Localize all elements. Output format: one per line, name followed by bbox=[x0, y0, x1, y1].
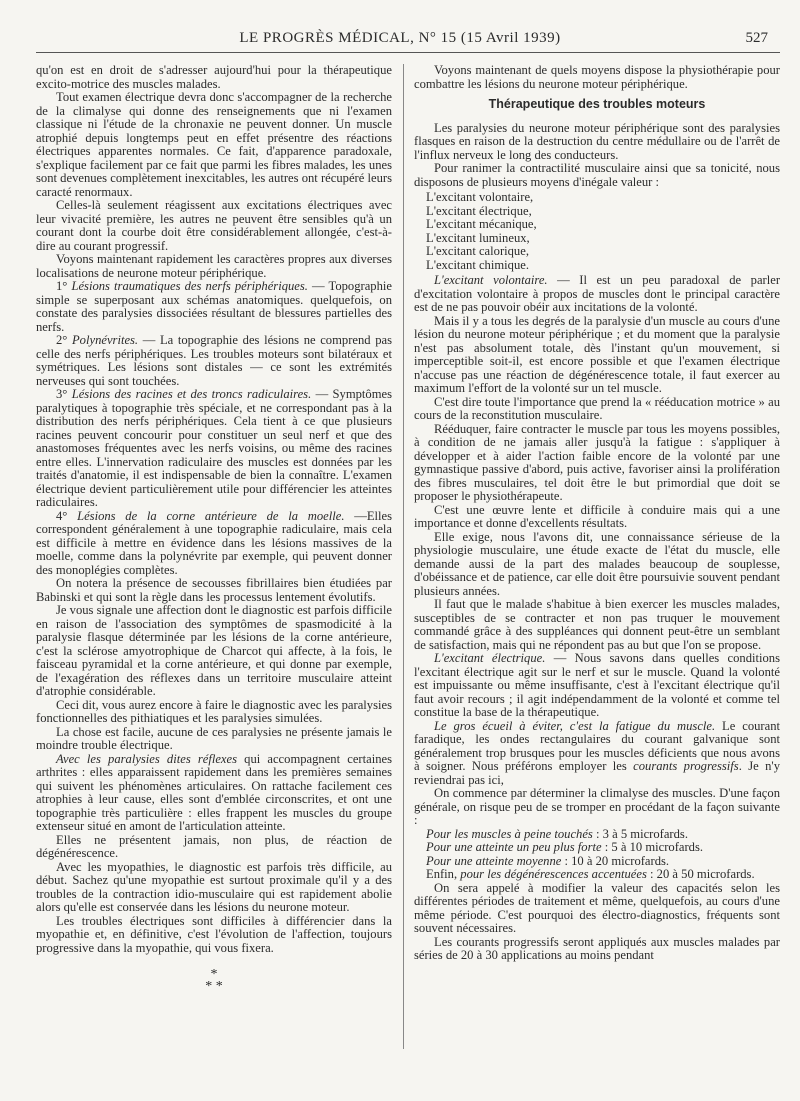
text-run: Voyons maintenant rapidement les caractères propres aux diverses localisations de neurone moteur périphérique. bbox=[36, 252, 392, 280]
text-run: Ceci dit, vous aurez encore à faire le diagnostic avec les paralysies fonctionnelles des pithiatiques et les paralysies simulées. bbox=[36, 697, 392, 725]
text-run: . Je n'y reviendrai pas ici, bbox=[414, 759, 780, 787]
text-run: Il faut que le malade s'habitue à bien exercer les muscles malades, susceptibles de se contracter et non pas truquer le mouvement commandé grâce à des suppléances qui donnent peut-être un semblant de satisfaction, mais qui ne répondent pas au but que l'on se propose. bbox=[414, 597, 780, 652]
list-item: L'excitant chimique. bbox=[426, 257, 529, 272]
text-run: Avec les myopathies, le diagnostic est parfois très difficile, au début. Sachez qu'une myopathie est surtout proximale qu'il y a des troubles de la contraction idio-musculaire qui est rapidement abolie alors qu'elle est conservée dans les lésions du neurone moteur. bbox=[36, 859, 392, 914]
paragraph bbox=[36, 726, 392, 753]
paragraph bbox=[414, 882, 780, 936]
dose-item: Pour les muscles à peine touchés : 3 à 5 microfards. bbox=[426, 826, 688, 841]
text-run: La chose est facile, aucune de ces paralysies ne présente jamais le moindre trouble électrique. bbox=[36, 724, 392, 752]
dose-list bbox=[414, 828, 780, 882]
text-run: Je vous signale une affection dont le diagnostic est parfois difficile en raison de l'association des symptômes de spasmodicité à la paralysie flasque déterminée par les lésions de la corne antérieure, c'est la sclérose amyotrophique de Charcot qui affecte, à la fois, le faisceau pyramidal et la corne antérieure, et qui donne par exemple, de l'exagération des réflexes dans un territoire musculaire atteint d'atrophie considérable. bbox=[36, 603, 392, 698]
paragraph bbox=[36, 861, 392, 915]
italic-run: L'excitant volontaire. bbox=[434, 273, 548, 287]
section-heading: Thérapeutique des troubles moteurs bbox=[488, 97, 706, 111]
list-item: L'excitant calorique, bbox=[426, 244, 529, 258]
paragraph bbox=[36, 280, 392, 334]
paragraph bbox=[36, 604, 392, 699]
dose-item: Enfin, pour les dégénérescences accentuées : 20 à 50 microfards. bbox=[426, 867, 755, 881]
text-run: Tout examen électrique devra donc s'accompagner de la recherche de la climalyse qui donne des renseignements que ni l'examen classique ni l'étude de la chronaxie ne peuvent donner. Un muscle atrophié depuis longtemps peut en effet présentre des réactions électriques apparentes normales. Ce fait, d'apparence paradoxale, s'explique facilement par ce fait que parmi les fibres malades, les unes sont devenues complètement inexcitables, les autres ont récupéré leurs caracté renormaux. bbox=[36, 90, 392, 199]
text-run: Elles ne présentent jamais, non plus, de réaction de dégénérescence. bbox=[36, 832, 392, 860]
text-run: Le courant faradique, les ondes rectangulaires du courant galvanique sont généralement trop brusques pour les muscles déficients que nous avons à soigner. Nous préférons employer les bbox=[414, 718, 780, 773]
italic-run: Lésions des racines et des troncs radiculaires. bbox=[71, 387, 312, 401]
paragraph bbox=[36, 388, 392, 510]
paragraph bbox=[36, 699, 392, 726]
paragraph bbox=[36, 915, 392, 956]
paragraph bbox=[36, 199, 392, 253]
list-item: L'excitant électrique, bbox=[426, 203, 532, 218]
header-rule bbox=[36, 52, 780, 53]
italic-run: Lésions de la corne antérieure de la moelle. bbox=[77, 508, 345, 523]
list-item: L'excitant volontaire, bbox=[426, 190, 534, 204]
text-run: qui accompagnent certaines arthrites : elles apparaissent rapidement dans les premières semaines qui suivent les phénomènes articulaires. On rattache facilement ces atrophies à leur cause, elles sont d'emblée circonscrites, et ont une topographie très particulière : elles frappent les muscles du groupe extenseur situé en amont de l'articulation atteinte. bbox=[36, 751, 392, 833]
text-run: — Nous savons dans quelles conditions l'excitant électrique agit sur le nerf et sur le muscle. Quand la volonté est impuissante ou même insuffisante, c'est à l'excitant électrique qu'il faut avoir recours ; il agit indépendamment de la volonté et comme tel constitue la base de la thérapeutique. bbox=[414, 651, 780, 719]
intro-paragraph: Voyons maintenant de quels moyens dispose la physiothérapie pour combattre les lésions du neurone moteur périphérique. bbox=[414, 63, 780, 91]
text-run: — La topographie des lésions ne comprend pas celle des nerfs périphériques. Les troubles moteurs sont bilatéraux et symétriques. Les lésions sont distales — ce sont les extrémités nerveuses qui sont touchées. bbox=[36, 333, 392, 388]
paragraph: Pour ranimer la contractilité musculaire ainsi que sa tonicité, nous disposons de plusieurs moyens d'inégale valeur : bbox=[414, 161, 780, 189]
text-run: qu'on est en droit de s'adresser aujourd'hui pour la thérapeutique excito-motrice des muscles malades. bbox=[36, 63, 392, 91]
text-run: C'est dire toute l'importance que prend la « rééducation motrice » au cours de la reconstitution musculaire. bbox=[414, 394, 780, 422]
paragraph: Les paralysies du neurone moteur périphérique sont des paralysies flasques en raison de la destruction du centre médullaire ou de l'arrêt de l'influx nerveux le long des conducteurs. bbox=[414, 120, 780, 162]
paragraph bbox=[36, 64, 392, 91]
page-header bbox=[0, 30, 800, 50]
paragraph bbox=[36, 834, 392, 861]
text-run: On commence par déterminer la climalyse des muscles. D'une façon générale, on risque peu de se tromper en procédant de la façon suivante : bbox=[414, 786, 780, 827]
text-run: — Symptômes paralytiques à topographie très spéciale, et ne correspondant pas à la distribution des nerfs périphériques. Cela tient à ce que plusieurs racines peuvent concourir pour constituer un seul nerf et que des anastomoses fréquentes avec les nerfs voisins, ou même des racines entre elles. L'innervation radiculaire des muscles est données par les traités d'anatomie, il est indispensable de bien la connaître. L'examen électrique devient particulièrement utile pour différencier les atteintes radiculaires. bbox=[36, 387, 393, 509]
text-run: 2° bbox=[56, 333, 72, 347]
paragraph bbox=[414, 315, 780, 396]
running-title: LE PROGRÈS MÉDICAL, N° 15 (15 Avril 1939) bbox=[239, 30, 561, 46]
left-column bbox=[36, 64, 392, 993]
italic-run: Le gros écueil à éviter, c'est la fatigue du muscle. bbox=[434, 718, 716, 733]
text-run: On notera la présence de secousses fibrillaires bien étudiées par Babinski et qui sont la règle dans les processus lentement évolutifs. bbox=[36, 576, 392, 604]
text-run: — Topographie simple se superposant aux schémas anatomiques. quelquefois, on constate des paralysies dissociées résultant de blessures partielles des nerfs. bbox=[36, 279, 392, 334]
column-divider bbox=[403, 64, 404, 1049]
italic-run: Avec les paralysies dites réflexes bbox=[56, 751, 238, 766]
italic-run: courants progressifs bbox=[633, 759, 739, 773]
paragraph bbox=[36, 577, 392, 604]
paragraph bbox=[414, 598, 780, 652]
paragraph bbox=[414, 504, 780, 531]
italic-run: Lésions traumatiques des nerfs périphériques. bbox=[71, 279, 308, 293]
dose-item: Pour une atteinte un peu plus forte : 5 à 10 microfards. bbox=[426, 840, 704, 854]
list-item: L'excitant lumineux, bbox=[426, 230, 530, 245]
text-run: Elle exige, nous l'avons dit, une connaissance sérieuse de la physiologie musculaire, une étude exacte de l'état du muscle, elle demande aussi de la part des malades beaucoup de souplesse, d'obéissance et de patience, car elle doit être poursuivie souvent pendant plusieurs années. bbox=[414, 529, 780, 598]
list-item: L'excitant mécanique, bbox=[426, 217, 537, 231]
text-run: C'est une œuvre lente et difficile à conduire mais qui a une importance et donne d'excellents résultats. bbox=[414, 502, 780, 530]
paragraph bbox=[414, 936, 780, 963]
paragraph bbox=[414, 652, 780, 720]
text-run: Rééduquer, faire contracter le muscle par tous les moyens possibles, à condition de ne jamais aller jusqu'à la fatigue : s'appliquer à développer et à aider l'action faible encore de la volonté par une gymnastique passive d'abord, puis active, favoriser ainsi la prolifération des fibres musculaires, tel doit être le but primordial que doit se proposer le physiothérapeute. bbox=[414, 421, 780, 503]
paragraph bbox=[36, 253, 392, 280]
paragraph bbox=[414, 787, 780, 828]
right-column bbox=[414, 64, 780, 963]
text-run: Celles-là seulement réagissent aux excitations électriques avec leur vivacité première, les autres ne peuvent être sensibles qu'à un courant dont la courbe doit être considérablement allongée, c'est-à-dire au courant progressif. bbox=[36, 198, 392, 253]
text-run: —Elles correspondent généralement à une topographie radiculaire, mais cela est difficile à mettre en évidence dans les lésions massives de la moelle, comme dans la polynévrite par exemple, qui peuvent donner des monoplégies complètes. bbox=[36, 508, 392, 577]
text-run: Mais il y a tous les degrés de la paralysie d'un muscle au cours d'une lésion du neurone moteur périphérique ; et du moment que la paralysie n'est pas absolument totale, dès l'instant qu'un mouvement, si imperceptible soit-il, est encore possible et que l'examen électrique n'accuse pas une réaction de dégénérescence totale, il faut exercer au maximum l'effort de la volonté sur un tel muscle. bbox=[414, 313, 780, 395]
text-run: — Il est un peu paradoxal de parler d'excitation volontaire à propos de muscles dont le principal caractère est de ne pas pouvoir obéir aux incitations de la volonté. bbox=[414, 273, 781, 314]
text-run: 1° bbox=[56, 279, 72, 293]
text-run: Les courants progressifs seront appliqués aux muscles malades par séries de 20 à 30 applications au moins pendant bbox=[414, 934, 780, 962]
text-run: 3° bbox=[56, 387, 72, 401]
right-tail bbox=[414, 882, 780, 963]
paragraph bbox=[36, 753, 392, 834]
excitant-list bbox=[414, 191, 780, 272]
page-number: 527 bbox=[745, 30, 768, 46]
text-run: On sera appelé à modifier la valeur des capacités selon les différentes périodes de traitement et même, quelquefois, au cours d'une même période. C'est pourquoi des électro-diagnostics, fréquents sont souvent nécessaires. bbox=[414, 880, 780, 935]
right-paragraphs bbox=[414, 274, 780, 828]
paragraph bbox=[36, 91, 392, 199]
paragraph bbox=[36, 334, 392, 388]
paragraph bbox=[414, 720, 780, 788]
italic-run: L'excitant électrique. bbox=[434, 651, 546, 665]
paragraph bbox=[414, 531, 780, 599]
italic-run: Polynévrites. bbox=[71, 333, 139, 347]
paragraph bbox=[414, 423, 780, 504]
section-stars: * * * bbox=[205, 967, 223, 994]
paragraph bbox=[414, 274, 780, 315]
text-run: Les troubles électriques sont difficiles à différencier dans la myopathie et, en définitive, c'est l'évolution de l'affection, toujours progressive dans la myopathie, qui vous fixera. bbox=[36, 913, 392, 955]
paragraph bbox=[414, 396, 780, 423]
paragraph bbox=[36, 510, 392, 578]
text-run: 4° bbox=[56, 508, 78, 523]
dose-item: Pour une atteinte moyenne : 10 à 20 microfards. bbox=[426, 853, 670, 868]
